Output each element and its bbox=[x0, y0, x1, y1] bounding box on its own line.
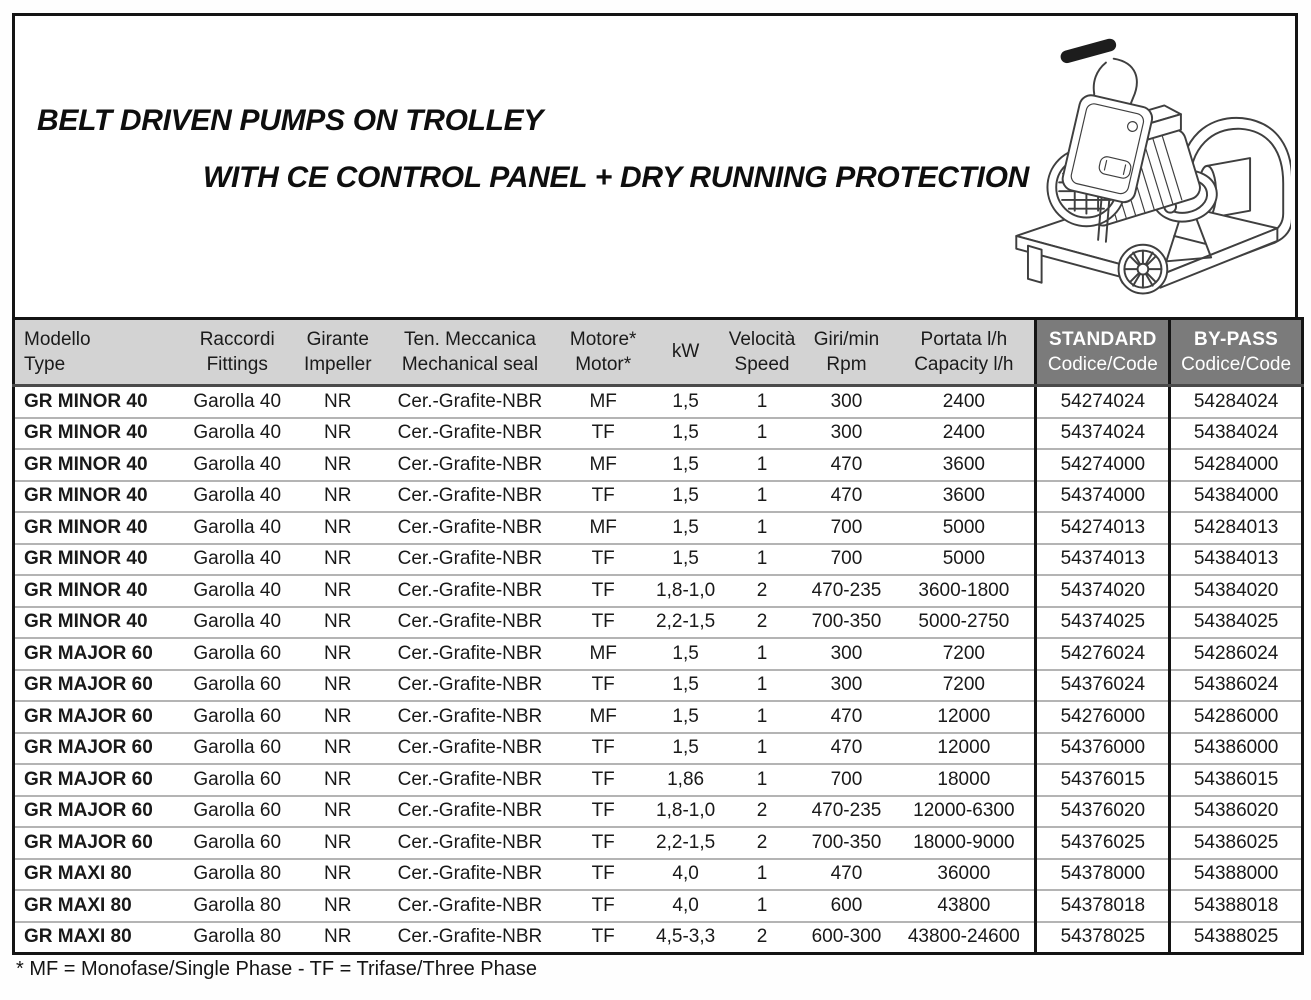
cell-capacity: 3600-1800 bbox=[893, 575, 1036, 607]
cell-standard_code: 54274024 bbox=[1036, 386, 1170, 418]
page-subtitle: WITH CE CONTROL PANEL + DRY RUNNING PROTECTION bbox=[203, 161, 1029, 194]
cell-motor: MF bbox=[559, 638, 646, 670]
cell-seal: Cer.-Grafite-NBR bbox=[380, 859, 559, 891]
col-header-capacity bbox=[893, 318, 1036, 385]
cell-bypass_code: 54384013 bbox=[1170, 544, 1303, 576]
cell-capacity: 12000 bbox=[893, 733, 1036, 765]
cell-standard_code: 54376000 bbox=[1036, 733, 1170, 765]
cell-speed: 2 bbox=[724, 827, 799, 859]
cell-bypass_code: 54284024 bbox=[1170, 386, 1303, 418]
cell-capacity: 12000 bbox=[893, 701, 1036, 733]
cell-fittings: Garolla 40 bbox=[179, 544, 295, 576]
col-header-label-secondary: Motor* bbox=[575, 353, 632, 375]
cell-motor: TF bbox=[559, 859, 646, 891]
cell-rpm: 700 bbox=[800, 764, 894, 796]
cell-motor: MF bbox=[559, 386, 646, 418]
cell-kw: 1,5 bbox=[647, 670, 724, 702]
cell-motor: TF bbox=[559, 796, 646, 828]
cell-rpm: 700 bbox=[800, 512, 894, 544]
cell-seal: Cer.-Grafite-NBR bbox=[380, 764, 559, 796]
cell-capacity: 2400 bbox=[893, 386, 1036, 418]
cell-rpm: 300 bbox=[800, 670, 894, 702]
cell-kw: 1,5 bbox=[647, 386, 724, 418]
cell-capacity: 12000-6300 bbox=[893, 796, 1036, 828]
cell-impeller: NR bbox=[295, 890, 380, 922]
col-header-speed bbox=[724, 318, 799, 385]
cell-impeller: NR bbox=[295, 449, 380, 481]
cell-motor: TF bbox=[559, 890, 646, 922]
cell-capacity: 5000-2750 bbox=[893, 607, 1036, 639]
cell-fittings: Garolla 80 bbox=[179, 859, 295, 891]
table-row bbox=[14, 890, 1303, 922]
cell-rpm: 700 bbox=[800, 544, 894, 576]
cell-bypass_code: 54286000 bbox=[1170, 701, 1303, 733]
cell-standard_code: 54274000 bbox=[1036, 449, 1170, 481]
col-header-label-secondary: Type bbox=[24, 353, 66, 375]
page-title: BELT DRIVEN PUMPS ON TROLLEY bbox=[37, 104, 544, 137]
cell-seal: Cer.-Grafite-NBR bbox=[380, 544, 559, 576]
cell-impeller: NR bbox=[295, 386, 380, 418]
table-body bbox=[14, 386, 1303, 954]
cell-fittings: Garolla 40 bbox=[179, 449, 295, 481]
col-header-standard_code bbox=[1036, 318, 1170, 385]
cell-bypass_code: 54384020 bbox=[1170, 575, 1303, 607]
col-header-fittings bbox=[179, 318, 295, 385]
cell-impeller: NR bbox=[295, 701, 380, 733]
cell-model: GR MAXI 80 bbox=[24, 926, 132, 948]
cell-model: GR MINOR 40 bbox=[14, 418, 180, 450]
cell-seal: Cer.-Grafite-NBR bbox=[380, 733, 559, 765]
cell-kw: 4,0 bbox=[647, 890, 724, 922]
cell-seal: Cer.-Grafite-NBR bbox=[380, 890, 559, 922]
col-header-label-secondary: Codice/Code bbox=[1047, 353, 1158, 375]
cell-seal: Cer.-Grafite-NBR bbox=[380, 386, 559, 418]
cell-standard_code: 54378018 bbox=[1036, 890, 1170, 922]
cell-model: GR MAJOR 60 bbox=[14, 701, 180, 733]
cell-bypass_code: 54384025 bbox=[1170, 607, 1303, 639]
col-header-label-primary: Velocità bbox=[728, 328, 796, 350]
cell-model: GR MINOR 40 bbox=[14, 575, 180, 607]
cell-impeller: NR bbox=[324, 926, 352, 948]
cell-fittings: Garolla 60 bbox=[179, 670, 295, 702]
cell-rpm: 700-350 bbox=[800, 827, 894, 859]
cell-fittings: Garolla 60 bbox=[179, 733, 295, 765]
table-row bbox=[14, 733, 1303, 765]
cell-impeller: NR bbox=[295, 418, 380, 450]
cell-motor: TF bbox=[559, 607, 646, 639]
cell-capacity: 7200 bbox=[893, 670, 1036, 702]
cell-fittings: Garolla 40 bbox=[179, 607, 295, 639]
cell-impeller: NR bbox=[295, 670, 380, 702]
cell-standard_code: 54378025 bbox=[1036, 922, 1170, 954]
cell-speed: 1 bbox=[724, 859, 799, 891]
cell-seal: Cer.-Grafite-NBR bbox=[380, 701, 559, 733]
cell-rpm: 300 bbox=[800, 418, 894, 450]
cell-rpm: 470-235 bbox=[800, 575, 894, 607]
footnote: * MF = Monofase/Single Phase - TF = Trifase/Three Phase bbox=[16, 958, 537, 980]
cell-standard_code: 54376015 bbox=[1036, 764, 1170, 796]
cell-speed: 1 bbox=[724, 764, 799, 796]
col-header-label-secondary: Codice/Code bbox=[1181, 353, 1292, 375]
cell-motor: TF bbox=[559, 481, 646, 513]
table-row bbox=[14, 701, 1303, 733]
col-header-label-secondary: Fittings bbox=[206, 353, 268, 375]
cell-capacity: 2400 bbox=[893, 418, 1036, 450]
cell-standard_code: 54374024 bbox=[1036, 418, 1170, 450]
cell-fittings: Garolla 40 bbox=[179, 386, 295, 418]
cell-kw: 1,8-1,0 bbox=[647, 575, 724, 607]
col-header-seal bbox=[380, 318, 559, 385]
table-row bbox=[14, 481, 1303, 513]
table-header bbox=[14, 318, 1303, 385]
cell-motor: MF bbox=[559, 701, 646, 733]
cell-kw: 1,86 bbox=[647, 764, 724, 796]
cell-standard_code: 54376024 bbox=[1036, 670, 1170, 702]
cell-rpm: 300 bbox=[800, 386, 894, 418]
cell-standard_code: 54276000 bbox=[1036, 701, 1170, 733]
cell-kw: 1,5 bbox=[647, 481, 724, 513]
cell-kw: 2,2-1,5 bbox=[647, 607, 724, 639]
pump-trolley-illustration bbox=[989, 18, 1291, 302]
cell-fittings: Garolla 80 bbox=[179, 890, 295, 922]
cell-capacity: 43800 bbox=[893, 890, 1036, 922]
cell-motor: TF bbox=[559, 827, 646, 859]
cell-bypass_code: 54388018 bbox=[1170, 890, 1303, 922]
cell-motor: TF bbox=[559, 733, 646, 765]
cell-speed: 1 bbox=[724, 733, 799, 765]
cell-model: GR MAJOR 60 bbox=[14, 733, 180, 765]
cell-model: GR MAXI 80 bbox=[14, 859, 180, 891]
cell-standard_code: 54374020 bbox=[1036, 575, 1170, 607]
content-frame bbox=[12, 13, 1298, 955]
cell-kw: 1,8-1,0 bbox=[647, 796, 724, 828]
cell-impeller: NR bbox=[295, 827, 380, 859]
cell-model: GR MAJOR 60 bbox=[14, 764, 180, 796]
cell-kw: 1,5 bbox=[647, 449, 724, 481]
cell-capacity: 18000-9000 bbox=[893, 827, 1036, 859]
cell-seal: Cer.-Grafite-NBR bbox=[380, 607, 559, 639]
cell-model: GR MAJOR 60 bbox=[14, 638, 180, 670]
table-row bbox=[14, 764, 1303, 796]
cell-motor: MF bbox=[559, 512, 646, 544]
cell-seal: Cer.-Grafite-NBR bbox=[380, 638, 559, 670]
table-row bbox=[14, 670, 1303, 702]
cell-model: GR MINOR 40 bbox=[14, 449, 180, 481]
cell-model: GR MINOR 40 bbox=[14, 607, 180, 639]
table-row bbox=[14, 638, 1303, 670]
table-row bbox=[14, 544, 1303, 576]
cell-standard_code: 54276024 bbox=[1036, 638, 1170, 670]
cell-model: GR MINOR 40 bbox=[14, 544, 180, 576]
cell-speed: 1 bbox=[724, 544, 799, 576]
cell-fittings: Garolla 40 bbox=[179, 418, 295, 450]
col-header-label-primary: kW bbox=[671, 341, 700, 363]
table-row bbox=[14, 922, 1303, 954]
cell-impeller: NR bbox=[295, 764, 380, 796]
col-header-label-primary: STANDARD bbox=[1049, 328, 1157, 350]
cell-standard_code: 54376020 bbox=[1036, 796, 1170, 828]
col-header-label-primary: Motore* bbox=[569, 328, 637, 350]
cell-model: GR MAJOR 60 bbox=[14, 670, 180, 702]
cell-standard_code: 54376025 bbox=[1036, 827, 1170, 859]
cell-bypass_code: 54286024 bbox=[1170, 638, 1303, 670]
cell-fittings: Garolla 40 bbox=[179, 512, 295, 544]
cell-speed: 1 bbox=[724, 386, 799, 418]
cell-impeller: NR bbox=[295, 638, 380, 670]
cell-speed: 1 bbox=[724, 890, 799, 922]
cell-standard_code: 54374013 bbox=[1036, 544, 1170, 576]
cell-rpm: 700-350 bbox=[800, 607, 894, 639]
cell-capacity: 5000 bbox=[893, 544, 1036, 576]
col-header-impeller bbox=[295, 318, 380, 385]
cell-speed: 1 bbox=[724, 701, 799, 733]
cell-impeller: NR bbox=[295, 512, 380, 544]
cell-speed: 1 bbox=[724, 512, 799, 544]
cell-model: GR MINOR 40 bbox=[14, 512, 180, 544]
cell-impeller: NR bbox=[295, 575, 380, 607]
table-row bbox=[14, 512, 1303, 544]
col-header-label-secondary: Rpm bbox=[826, 353, 867, 375]
cell-impeller: NR bbox=[295, 733, 380, 765]
cell-fittings: Garolla 40 bbox=[179, 575, 295, 607]
cell-speed: 1 bbox=[724, 481, 799, 513]
cell-impeller: NR bbox=[295, 544, 380, 576]
cell-capacity: 7200 bbox=[893, 638, 1036, 670]
cell-fittings: Garolla 60 bbox=[179, 701, 295, 733]
cell-speed: 2 bbox=[724, 575, 799, 607]
cell-bypass_code: 54386024 bbox=[1170, 670, 1303, 702]
cell-bypass_code: 54386015 bbox=[1170, 764, 1303, 796]
cell-speed: 1 bbox=[724, 418, 799, 450]
cell-seal: Cer.-Grafite-NBR bbox=[397, 926, 543, 948]
cell-speed: 2 bbox=[724, 607, 799, 639]
col-header-label-primary: Giri/min bbox=[813, 328, 880, 350]
cell-motor: TF bbox=[559, 764, 646, 796]
cell-rpm: 470 bbox=[800, 859, 894, 891]
col-header-label-primary: Modello bbox=[24, 328, 91, 350]
cell-motor: TF bbox=[559, 670, 646, 702]
cell-standard_code: 54378000 bbox=[1036, 859, 1170, 891]
table-row bbox=[14, 575, 1303, 607]
cell-speed: 1 bbox=[724, 670, 799, 702]
cell-impeller: NR bbox=[295, 607, 380, 639]
cell-bypass_code: 54384000 bbox=[1170, 481, 1303, 513]
cell-motor: MF bbox=[559, 449, 646, 481]
cell-bypass_code: 54284013 bbox=[1170, 512, 1303, 544]
col-header-label-secondary: Capacity l/h bbox=[914, 353, 1014, 375]
col-header-label-primary: Raccordi bbox=[199, 328, 275, 350]
col-header-model bbox=[14, 318, 180, 385]
cell-capacity: 36000 bbox=[893, 859, 1036, 891]
col-header-bypass_code bbox=[1170, 318, 1303, 385]
cell-rpm: 300 bbox=[800, 638, 894, 670]
cell-fittings: Garolla 60 bbox=[179, 827, 295, 859]
cell-speed: 1 bbox=[724, 638, 799, 670]
cell-speed: 1 bbox=[724, 449, 799, 481]
cell-impeller: NR bbox=[295, 481, 380, 513]
col-header-label-primary: Portata l/h bbox=[920, 328, 1008, 350]
cell-seal: Cer.-Grafite-NBR bbox=[380, 449, 559, 481]
cell-model: GR MAJOR 60 bbox=[14, 796, 180, 828]
cell-rpm: 470 bbox=[800, 701, 894, 733]
cell-seal: Cer.-Grafite-NBR bbox=[380, 481, 559, 513]
cell-standard_code: 54374025 bbox=[1036, 607, 1170, 639]
cell-impeller: NR bbox=[295, 859, 380, 891]
cell-capacity: 18000 bbox=[893, 764, 1036, 796]
cell-seal: Cer.-Grafite-NBR bbox=[380, 418, 559, 450]
cell-bypass_code: 54388000 bbox=[1170, 859, 1303, 891]
cell-model: GR MINOR 40 bbox=[14, 386, 180, 418]
col-header-label-primary: BY-PASS bbox=[1194, 328, 1279, 350]
table-row bbox=[14, 827, 1303, 859]
cell-kw: 1,5 bbox=[647, 512, 724, 544]
cell-bypass_code: 54386025 bbox=[1170, 827, 1303, 859]
cell-speed: 2 bbox=[756, 926, 768, 948]
cell-speed: 2 bbox=[724, 796, 799, 828]
col-header-label-secondary: Speed bbox=[734, 353, 790, 375]
cell-motor: TF bbox=[591, 926, 615, 948]
cell-bypass_code: 54386020 bbox=[1170, 796, 1303, 828]
col-header-motor bbox=[559, 318, 646, 385]
table-row bbox=[14, 386, 1303, 418]
cell-bypass_code: 54388025 bbox=[1170, 922, 1303, 954]
cell-motor: TF bbox=[559, 575, 646, 607]
cell-kw: 2,2-1,5 bbox=[647, 827, 724, 859]
cell-seal: Cer.-Grafite-NBR bbox=[380, 796, 559, 828]
cell-kw: 1,5 bbox=[647, 418, 724, 450]
cell-capacity: 3600 bbox=[893, 449, 1036, 481]
cell-rpm: 470 bbox=[800, 481, 894, 513]
cell-rpm: 470 bbox=[800, 449, 894, 481]
table-row bbox=[14, 859, 1303, 891]
cell-fittings: Garolla 60 bbox=[179, 764, 295, 796]
cell-bypass_code: 54284000 bbox=[1170, 449, 1303, 481]
cell-rpm: 600-300 bbox=[811, 926, 882, 948]
cell-seal: Cer.-Grafite-NBR bbox=[380, 827, 559, 859]
cell-model: GR MINOR 40 bbox=[14, 481, 180, 513]
col-header-label-primary: Ten. Meccanica bbox=[403, 328, 536, 350]
cell-bypass_code: 54384024 bbox=[1170, 418, 1303, 450]
cell-capacity: 5000 bbox=[893, 512, 1036, 544]
cell-fittings: Garolla 40 bbox=[179, 481, 295, 513]
col-header-label-secondary: Impeller bbox=[303, 353, 372, 375]
table-row bbox=[14, 607, 1303, 639]
cell-rpm: 600 bbox=[800, 890, 894, 922]
cell-rpm: 470 bbox=[800, 733, 894, 765]
table-row bbox=[14, 418, 1303, 450]
table-row bbox=[14, 449, 1303, 481]
cell-kw: 4,0 bbox=[647, 859, 724, 891]
cell-fittings: Garolla 60 bbox=[179, 796, 295, 828]
cell-bypass_code: 54386000 bbox=[1170, 733, 1303, 765]
table-row bbox=[14, 796, 1303, 828]
cell-kw: 1,5 bbox=[647, 733, 724, 765]
col-header-rpm bbox=[800, 318, 894, 385]
col-header-kw bbox=[647, 318, 724, 385]
cell-model: GR MAXI 80 bbox=[14, 890, 180, 922]
cell-capacity: 3600 bbox=[893, 481, 1036, 513]
cell-seal: Cer.-Grafite-NBR bbox=[380, 512, 559, 544]
cell-kw: 1,5 bbox=[647, 701, 724, 733]
cell-kw: 4,5-3,3 bbox=[656, 926, 716, 948]
col-header-label-primary: Girante bbox=[306, 328, 369, 350]
cell-kw: 1,5 bbox=[647, 544, 724, 576]
cell-standard_code: 54274013 bbox=[1036, 512, 1170, 544]
cell-fittings: Garolla 80 bbox=[193, 926, 282, 948]
cell-seal: Cer.-Grafite-NBR bbox=[380, 575, 559, 607]
pump-spec-table bbox=[12, 317, 1304, 955]
cell-model: GR MAJOR 60 bbox=[14, 827, 180, 859]
header-row bbox=[14, 318, 1303, 385]
cell-kw: 1,5 bbox=[647, 638, 724, 670]
cell-motor: TF bbox=[559, 418, 646, 450]
col-header-label-secondary: Mechanical seal bbox=[401, 353, 539, 375]
cell-rpm: 470-235 bbox=[800, 796, 894, 828]
cell-seal: Cer.-Grafite-NBR bbox=[380, 670, 559, 702]
cell-capacity: 43800-24600 bbox=[907, 926, 1020, 948]
cell-fittings: Garolla 60 bbox=[179, 638, 295, 670]
cell-motor: TF bbox=[559, 544, 646, 576]
cell-standard_code: 54374000 bbox=[1036, 481, 1170, 513]
cell-impeller: NR bbox=[295, 796, 380, 828]
